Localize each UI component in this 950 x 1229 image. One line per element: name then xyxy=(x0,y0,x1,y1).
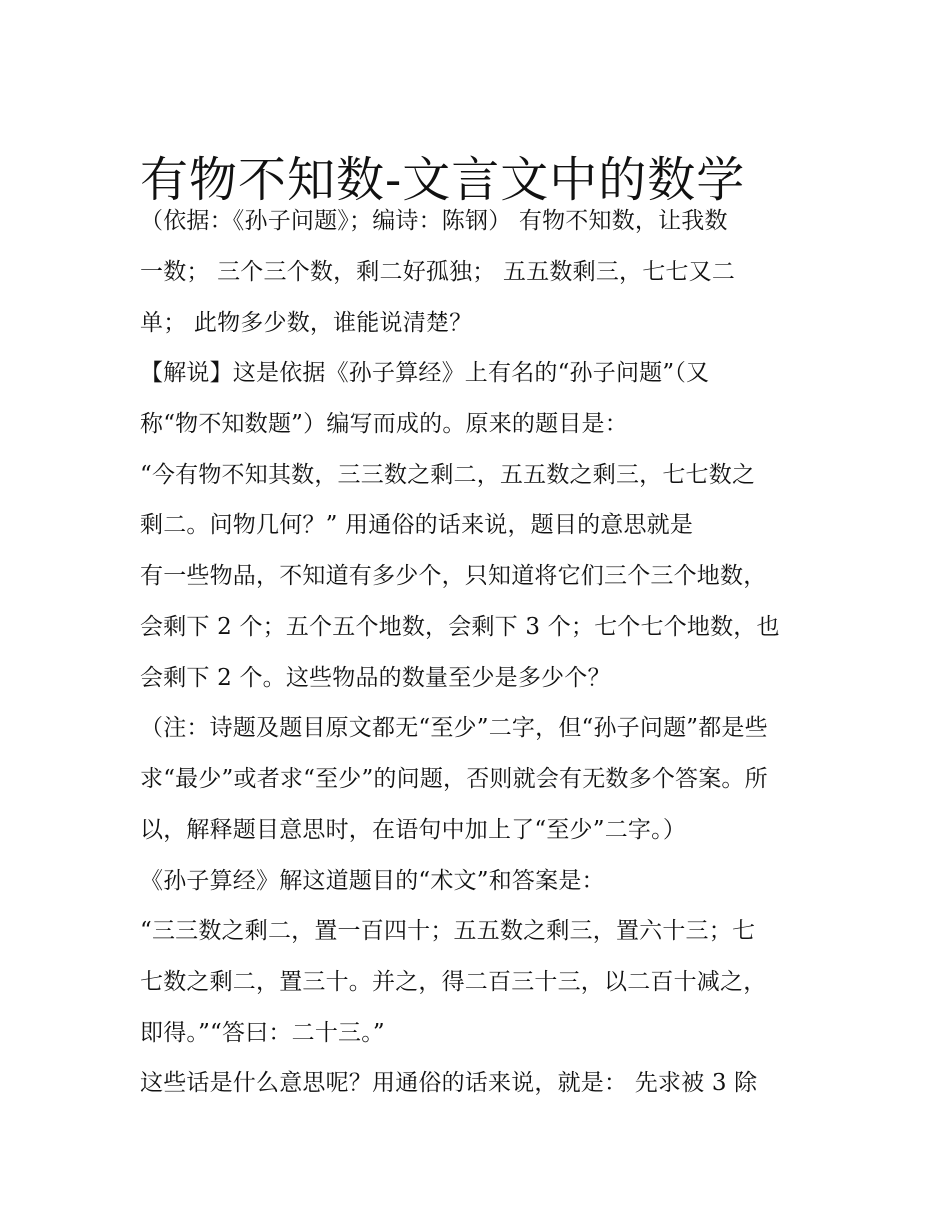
note-line-3: 以，解释题目意思时，在语句中加上了“至少”二字。） xyxy=(140,817,687,843)
problem-meaning-line-2: 会剩下 2 个；五个五个地数，会剩下 3 个；七个七个地数，也 xyxy=(140,614,780,640)
poem-line-3: 单； 此物多少数，谁能说清楚？ xyxy=(140,310,473,336)
method-line-3: 即得。”“答曰：二十三。” xyxy=(140,1020,385,1046)
method-line-2: 七数之剩二，置三十。并之，得二百三十三，以二百十减之， xyxy=(140,969,767,995)
explanation-line-1: 【解说】这是依据《孙子算经》上有名的“孙子问题”（又 xyxy=(140,360,710,386)
note-line-1: （注：诗题及题目原文都无“至少”二字，但“孙子问题”都是些 xyxy=(140,715,768,741)
interpretation-line-1: 这些话是什么意思呢？用通俗的话来说，就是： 先求被 3 除 xyxy=(140,1070,758,1096)
poem-line-2: 一数； 三个三个数，剩二好孤独； 五五数剩三，七七又二 xyxy=(140,259,736,285)
document-title: 有物不知数-文言文中的数学 xyxy=(140,152,746,209)
original-problem-line-1: “今有物不知其数，三三数之剩二，五五数之剩三，七七数之 xyxy=(140,462,756,488)
problem-meaning-line-1: 有一些物品，不知道有多少个，只知道将它们三个三个地数， xyxy=(140,563,767,589)
poem-line-1: （依据：《孙子问题》；编诗：陈钢） 有物不知数，让我数 xyxy=(140,208,728,234)
method-heading-line: 《孙子算经》解这道题目的“术文”和答案是： xyxy=(140,868,605,894)
problem-meaning-line-3: 会剩下 2 个。这些物品的数量至少是多少个？ xyxy=(140,665,611,691)
method-line-1: “三三数之剩二，置一百四十；五五数之剩三，置六十三；七 xyxy=(140,918,756,944)
note-line-2: 求“最少”或者求“至少”的问题，否则就会有无数多个答案。所 xyxy=(140,766,768,792)
explanation-line-2: 称“物不知数题”）编写而成的。原来的题目是： xyxy=(140,411,628,437)
original-problem-line-2: 剩二。问物几何？” 用通俗的话来说，题目的意思就是 xyxy=(140,512,694,538)
